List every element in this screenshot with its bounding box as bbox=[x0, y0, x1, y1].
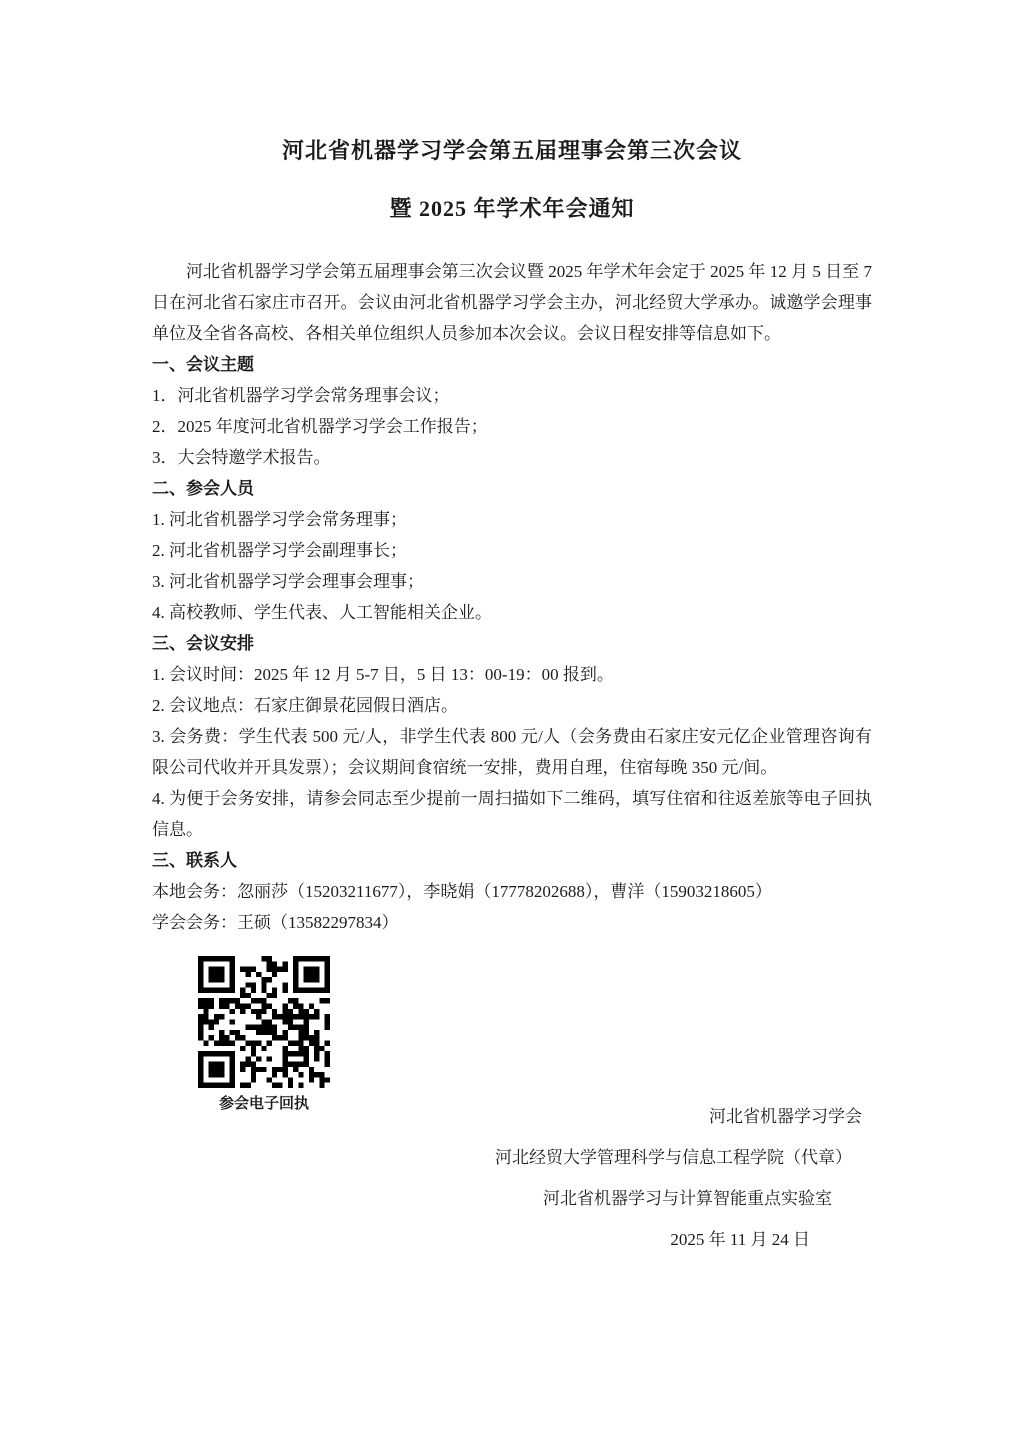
qr-code-image bbox=[198, 956, 330, 1088]
document-body bbox=[152, 256, 872, 1260]
section-3-heading: 三、会议安排 bbox=[152, 634, 254, 653]
signature-block bbox=[330, 956, 872, 1260]
section-1-item-1: 1．河北省机器学习学会常务理事会议； bbox=[152, 386, 450, 405]
document-title-line1: 河北省机器学习学会第五届理事会第三次会议 bbox=[281, 138, 742, 163]
section-3-item-2: 2. 会议地点：石家庄御景花园假日酒店。 bbox=[152, 696, 458, 715]
signature-line-society: 河北省机器学习学会 bbox=[709, 1107, 862, 1126]
section-3-item-1: 1. 会议时间：2025 年 12 月 5-7 日，5 日 13：00-19：00 报到。 bbox=[152, 665, 614, 684]
signature-line-lab: 河北省机器学习与计算智能重点实验室 bbox=[543, 1189, 832, 1208]
contact-line-local: 本地会务：忽丽莎（15203211677），李晓娟（17778202688），曹洋（15903218605） bbox=[152, 882, 772, 901]
contact-line-society: 学会会务：王硕（13582297834） bbox=[152, 913, 399, 932]
section-1-heading: 一、会议主题 bbox=[152, 355, 254, 374]
signature-line-date: 2025 年 11 月 24 日 bbox=[670, 1230, 810, 1249]
section-3-item-4: 4. 为便于会务安排，请参会同志至少提前一周扫描如下二维码，填写住宿和往返差旅等电子回执信息。 bbox=[152, 789, 872, 839]
section-2-item-3: 3. 河北省机器学习学会理事会理事； bbox=[152, 572, 424, 591]
bottom-row bbox=[152, 956, 872, 1260]
section-2-item-1: 1. 河北省机器学习学会常务理事； bbox=[152, 510, 407, 529]
section-2-item-2: 2. 河北省机器学习学会副理事长； bbox=[152, 541, 407, 560]
qr-caption: 参会电子回执 bbox=[218, 1096, 309, 1112]
section-2-item-4: 4. 高校教师、学生代表、人工智能相关企业。 bbox=[152, 603, 492, 622]
document-title-line2: 暨 2025 年学术年会通知 bbox=[389, 196, 635, 221]
section-3-item-3: 3. 会务费：学生代表 500 元/人，非学生代表 800 元/人（会务费由石家庄安元亿企业管理咨询有限公司代收并开具发票）；会议期间食宿统一安排，费用自理，住宿每晚 350 元/间。 bbox=[152, 727, 872, 777]
signature-line-university: 河北经贸大学管理科学与信息工程学院（代章） bbox=[495, 1148, 852, 1167]
section-4-heading: 三、联系人 bbox=[152, 851, 237, 870]
intro-paragraph: 河北省机器学习学会第五届理事会第三次会议暨 2025 年学术年会定于 2025 年 12 月 5 日至 7 日在河北省石家庄市召开。会议由河北省机器学习学会主办，河北经贸大学承办。诚邀学会理事单位及全省各高校、各相关单位组织人员参加本次会议。会议日程安排等信息如下。 bbox=[152, 262, 872, 343]
section-2-heading: 二、参会人员 bbox=[152, 479, 254, 498]
section-1-item-2: 2．2025 年度河北省机器学习学会工作报告； bbox=[152, 417, 488, 436]
qr-block bbox=[198, 956, 330, 1115]
section-1-item-3: 3．大会特邀学术报告。 bbox=[152, 448, 331, 467]
